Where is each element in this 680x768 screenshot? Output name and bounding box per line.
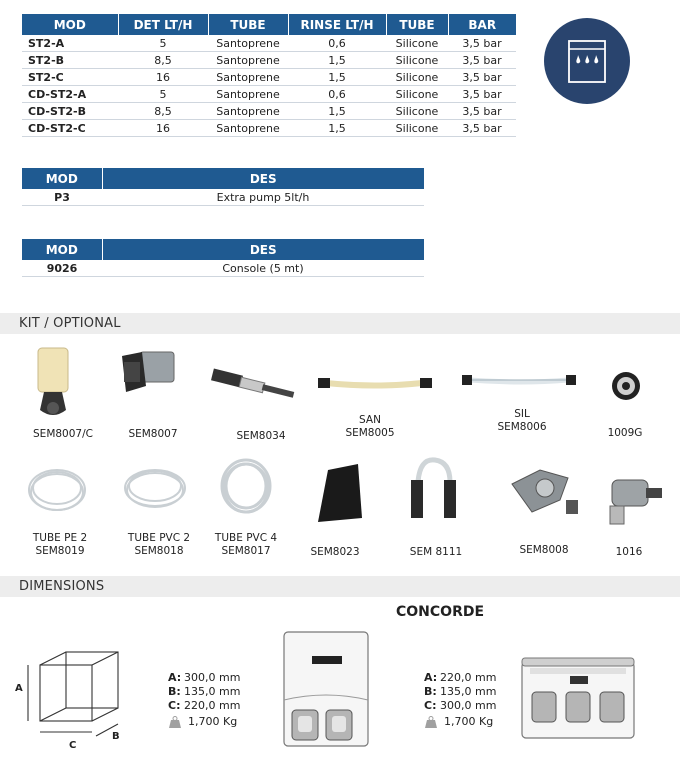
table-cell: 3,5 bar — [448, 69, 516, 86]
injector-image — [211, 369, 294, 398]
kit-item-label: SEM8007/C — [33, 428, 93, 440]
kit-item-label — [334, 414, 406, 440]
san-tube-image — [318, 378, 432, 388]
kit-item-label: SEM8023 — [310, 546, 360, 558]
kit-item-code: SEM8018 — [134, 545, 184, 557]
bearing-image — [612, 372, 640, 400]
kit-item-label — [20, 532, 100, 558]
table-row — [22, 69, 516, 86]
mod-cell: CD-ST2-A — [22, 86, 118, 103]
weight-icon — [424, 716, 438, 728]
concorde-title: CONCORDE — [396, 604, 485, 620]
weight-value: 1,700 Kg — [188, 715, 238, 728]
filter-image — [38, 348, 68, 415]
col-header: MOD — [22, 239, 102, 260]
product-front-view — [278, 628, 374, 750]
mod-cell: 9026 — [22, 260, 102, 277]
table-cell: Santoprene — [208, 69, 288, 86]
kit-item-type: SIL — [514, 408, 530, 420]
col-header: MOD — [22, 168, 102, 189]
table-cell: Silicone — [386, 69, 448, 86]
table-row — [22, 260, 424, 277]
col-header: TUBE — [208, 14, 288, 35]
dims-left — [168, 671, 240, 729]
mod-cell: P3 — [22, 189, 102, 206]
dims-right — [424, 671, 496, 729]
bracket-image — [318, 464, 362, 522]
mod-cell: CD-ST2-C — [22, 120, 118, 137]
col-header: DES — [102, 168, 424, 189]
kit-item-code: SEM8005 — [345, 427, 395, 439]
kit-item-label: 1009G — [607, 427, 643, 439]
table-cell: Silicone — [386, 103, 448, 120]
table-cell: 3,5 bar — [448, 52, 516, 69]
table-cell: 1,5 — [288, 120, 386, 137]
table-cell: Santoprene — [208, 120, 288, 137]
table-cell: 3,5 bar — [448, 103, 516, 120]
weight-value: 1,700 Kg — [444, 715, 494, 728]
table-row — [22, 86, 516, 103]
table-cell: 5 — [118, 35, 208, 52]
kit-item-label — [206, 532, 286, 558]
kit-item-type: SAN — [359, 414, 381, 426]
dim-value: 220,0 mm — [440, 671, 497, 684]
table-cell: 1,5 — [288, 52, 386, 69]
section-title: KIT / OPTIONAL — [19, 316, 121, 331]
sil-tube-image — [462, 375, 576, 385]
table-cell: 8,5 — [118, 103, 208, 120]
pump-head-image — [512, 470, 578, 514]
concorde-product-view — [518, 654, 638, 740]
valve-image — [610, 480, 662, 524]
kit-item-code: SEM8019 — [35, 545, 85, 557]
box-label-b: B — [112, 731, 120, 742]
kit-item-type: TUBE PVC 4 — [214, 532, 278, 544]
dim-value: 300,0 mm — [184, 671, 241, 684]
connector-tube-image — [411, 460, 456, 518]
table-cell: Silicone — [386, 52, 448, 69]
table-cell: 1,5 — [288, 69, 386, 86]
dim-label: A: — [424, 671, 438, 684]
table-row — [22, 103, 516, 120]
kit-item-code: SEM8006 — [497, 421, 547, 433]
strainer-image — [122, 352, 174, 392]
tube-coil-image — [29, 470, 85, 510]
col-header: DES — [102, 239, 424, 260]
console-table — [22, 239, 424, 277]
kit-item-label — [118, 532, 200, 558]
dim-value: 300,0 mm — [440, 699, 497, 712]
table-cell: 3,5 bar — [448, 86, 516, 103]
table-cell: Santoprene — [208, 86, 288, 103]
des-cell: Extra pump 5lt/h — [102, 189, 424, 206]
kit-item-type: TUBE PVC 2 — [127, 532, 191, 544]
col-header: BAR — [448, 14, 516, 35]
spec-table — [22, 14, 516, 137]
col-header: MOD — [22, 14, 118, 35]
dim-label: B: — [424, 685, 437, 698]
table-cell: 16 — [118, 120, 208, 137]
table-cell: Silicone — [386, 120, 448, 137]
mod-cell: ST2-C — [22, 69, 118, 86]
dim-label: A: — [168, 671, 182, 684]
table-cell: 3,5 bar — [448, 120, 516, 137]
kit-item-label: SEM 8111 — [409, 546, 463, 558]
mod-cell: ST2-A — [22, 35, 118, 52]
dim-label: C: — [168, 699, 181, 712]
table-cell: 16 — [118, 69, 208, 86]
table-cell: 0,6 — [288, 35, 386, 52]
table-cell: Santoprene — [208, 103, 288, 120]
pump-table — [22, 168, 424, 206]
table-cell: 0,6 — [288, 86, 386, 103]
tube-coil-image — [222, 460, 270, 512]
table-row — [22, 189, 424, 206]
dim-value: 135,0 mm — [440, 685, 497, 698]
table-row — [22, 120, 516, 137]
col-header: TUBE — [386, 14, 448, 35]
dimensions-section-header — [0, 576, 680, 597]
des-cell: Console (5 mt) — [102, 260, 424, 277]
kit-row2-illustrations — [0, 452, 680, 542]
table-cell: 8,5 — [118, 52, 208, 69]
table-cell: Silicone — [386, 86, 448, 103]
dishwasher-icon — [544, 18, 630, 104]
kit-item-label: SEM8008 — [519, 544, 569, 556]
table-cell: Santoprene — [208, 52, 288, 69]
table-row — [22, 52, 516, 69]
box-label-c: C — [69, 740, 77, 751]
kit-item-label: SEM8007 — [128, 428, 178, 440]
table-cell: Silicone — [386, 35, 448, 52]
table-row — [22, 35, 516, 52]
kit-item-label — [486, 408, 558, 434]
kit-section-header — [0, 313, 680, 334]
kit-item-label: 1016 — [615, 546, 643, 558]
spec-header-row — [22, 14, 516, 35]
dim-value: 135,0 mm — [184, 685, 241, 698]
table-cell: Santoprene — [208, 35, 288, 52]
dim-label: B: — [168, 685, 181, 698]
box-label-a: A — [15, 683, 23, 694]
kit-item-type: TUBE PE 2 — [32, 532, 88, 544]
table-cell: 1,5 — [288, 103, 386, 120]
mod-cell: ST2-B — [22, 52, 118, 69]
mod-cell: CD-ST2-B — [22, 103, 118, 120]
tube-coil-image — [125, 470, 185, 507]
kit-item-label: SEM8034 — [236, 430, 286, 442]
col-header: RINSE LT/H — [288, 14, 386, 35]
dim-value: 220,0 mm — [184, 699, 241, 712]
kit-item-code: SEM8017 — [221, 545, 271, 557]
col-header: DET LT/H — [118, 14, 208, 35]
weight-icon — [168, 716, 182, 728]
section-title: DIMENSIONS — [19, 579, 105, 594]
dim-label: C: — [424, 699, 437, 712]
table-cell: 3,5 bar — [448, 35, 516, 52]
table-cell: 5 — [118, 86, 208, 103]
